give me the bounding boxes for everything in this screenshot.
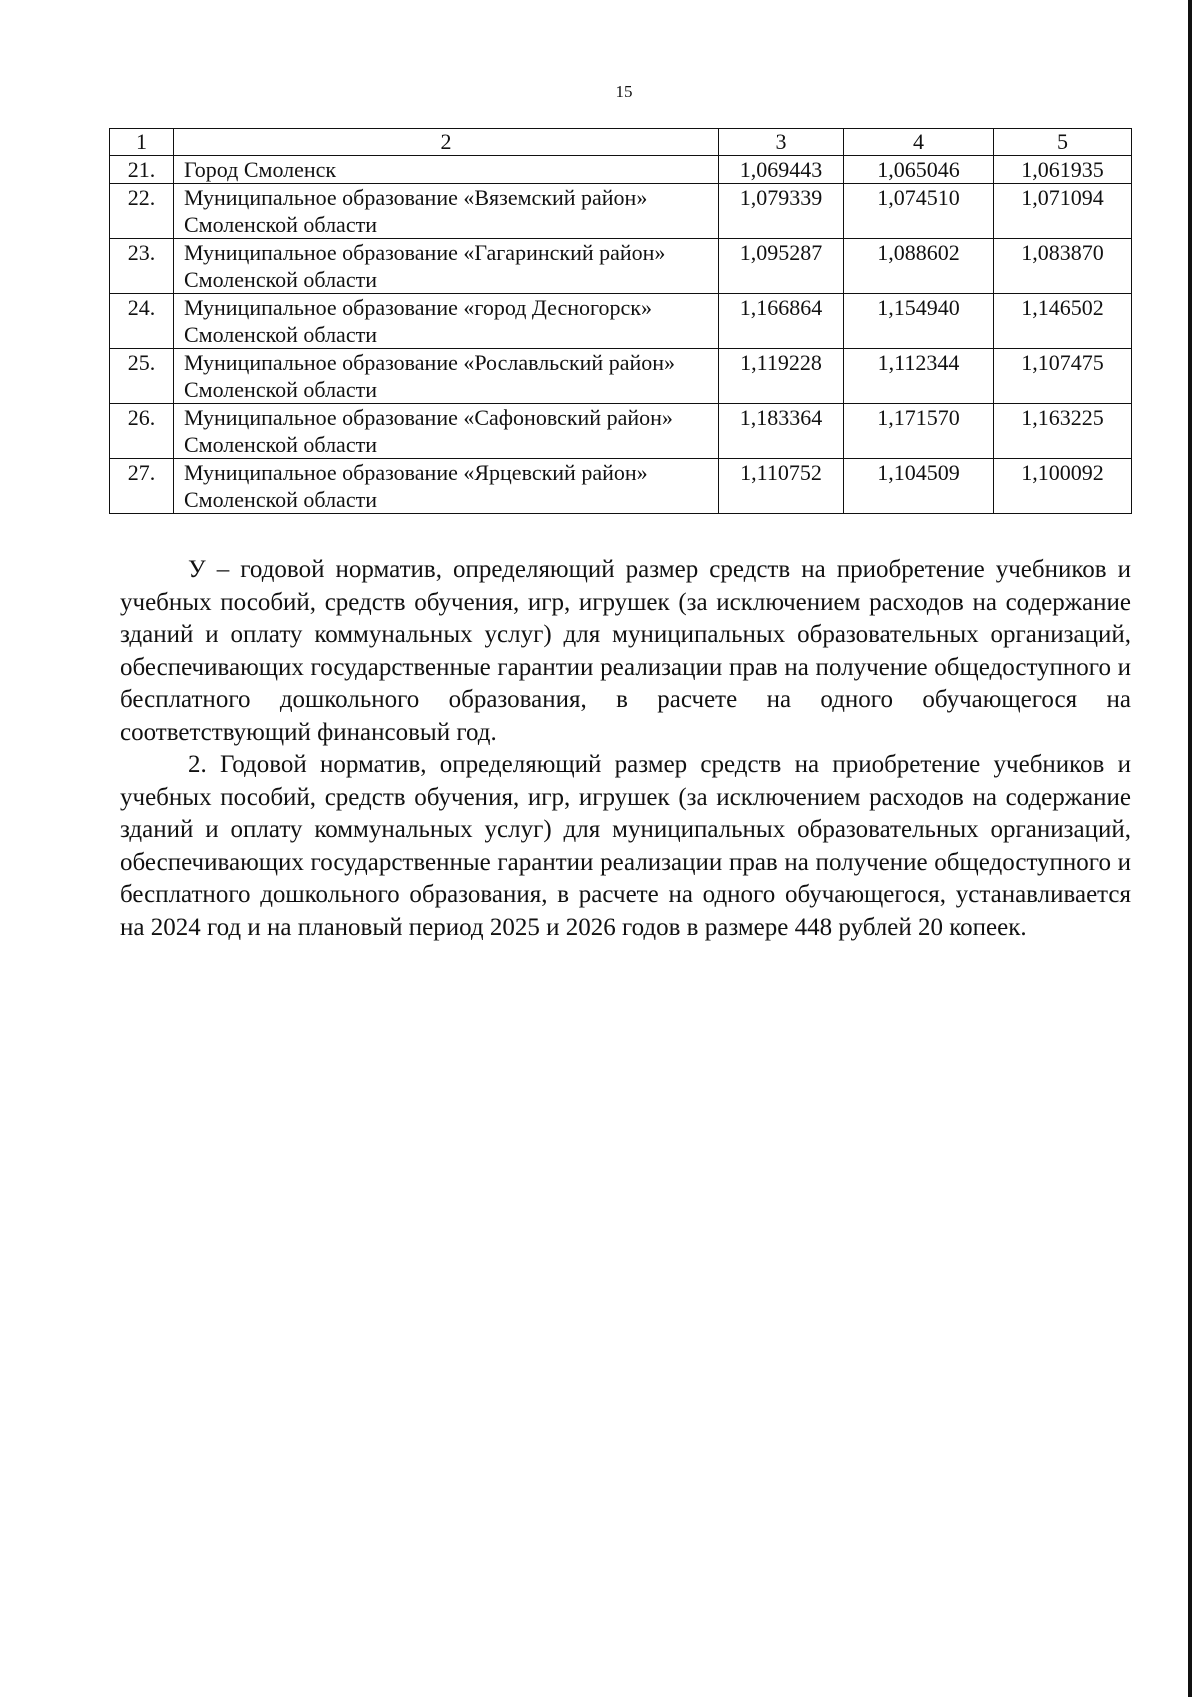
table-row	[110, 349, 1132, 404]
municipality-name: Муниципальное образование «Рославльский район» Смоленской области	[174, 349, 719, 404]
value-col-3: 1,119228	[719, 349, 844, 404]
value-col-3: 1,079339	[719, 184, 844, 239]
value-col-4: 1,112344	[844, 349, 994, 404]
value-col-4: 1,171570	[844, 404, 994, 459]
value-col-3: 1,110752	[719, 459, 844, 514]
municipality-name: Муниципальное образование «Сафоновский район» Смоленской области	[174, 404, 719, 459]
page-number: 15	[615, 82, 633, 101]
column-header: 4	[844, 129, 994, 156]
value-col-5: 1,107475	[994, 349, 1132, 404]
municipality-name: Муниципальное образование «город Десногорск» Смоленской области	[174, 294, 719, 349]
table-row	[110, 459, 1132, 514]
scan-edge-line	[1188, 0, 1192, 1697]
municipality-name: Муниципальное образование «Вяземский район» Смоленской области	[174, 184, 719, 239]
value-col-4: 1,104509	[844, 459, 994, 514]
row-number: 21.	[110, 156, 174, 184]
value-col-3: 1,069443	[719, 156, 844, 184]
definition-paragraph: У – годовой норматив, определяющий размер средств на приобретение учебников и учебных пособий, средств обучения, игр, игрушек (за исключением расходов на содержание зданий и оплату коммунальных услуг) для муниципальных образовательных организаций, обеспечивающих государственные гарантии реализации прав на получение общедоступного и бесплатного дошкольного образования, в расчете на одного обучающегося на соответствующий финансовый год.	[120, 556, 1131, 746]
coefficients-table	[109, 128, 1132, 514]
municipality-name: Муниципальное образование «Гагаринский район» Смоленской области	[174, 239, 719, 294]
table-row	[110, 184, 1132, 239]
row-number: 24.	[110, 294, 174, 349]
table-row	[110, 156, 1132, 184]
body-text	[120, 554, 1131, 944]
value-col-3: 1,183364	[719, 404, 844, 459]
column-header: 5	[994, 129, 1132, 156]
table-row	[110, 404, 1132, 459]
value-col-5: 1,100092	[994, 459, 1132, 514]
row-number: 27.	[110, 459, 174, 514]
value-col-5: 1,083870	[994, 239, 1132, 294]
table-row	[110, 239, 1132, 294]
column-header: 3	[719, 129, 844, 156]
value-col-5: 1,061935	[994, 156, 1132, 184]
value-col-4: 1,088602	[844, 239, 994, 294]
value-col-4: 1,074510	[844, 184, 994, 239]
table-row	[110, 294, 1132, 349]
value-col-3: 1,095287	[719, 239, 844, 294]
norm-paragraph: 2. Годовой норматив, определяющий размер средств на приобретение учебников и учебных пособий, средств обучения, игр, игрушек (за исключением расходов на содержание зданий и оплату коммунальных услуг) для муниципальных образовательных организаций, обеспечивающих государственные гарантии реализации прав на получение общедоступного и бесплатного дошкольного образования, в расчете на одного обучающегося, устанавливается на 2024 год и на плановый период 2025 и 2026 годов в размере 448 рублей 20 копеек.	[120, 751, 1131, 941]
value-col-3: 1,166864	[719, 294, 844, 349]
municipality-name: Город Смоленск	[174, 156, 719, 184]
row-number: 22.	[110, 184, 174, 239]
column-header: 2	[174, 129, 719, 156]
value-col-5: 1,163225	[994, 404, 1132, 459]
value-col-5: 1,071094	[994, 184, 1132, 239]
municipality-name: Муниципальное образование «Ярцевский район» Смоленской области	[174, 459, 719, 514]
row-number: 26.	[110, 404, 174, 459]
value-col-4: 1,154940	[844, 294, 994, 349]
value-col-4: 1,065046	[844, 156, 994, 184]
value-col-5: 1,146502	[994, 294, 1132, 349]
row-number: 23.	[110, 239, 174, 294]
column-header: 1	[110, 129, 174, 156]
row-number: 25.	[110, 349, 174, 404]
table-header-row	[110, 129, 1132, 156]
